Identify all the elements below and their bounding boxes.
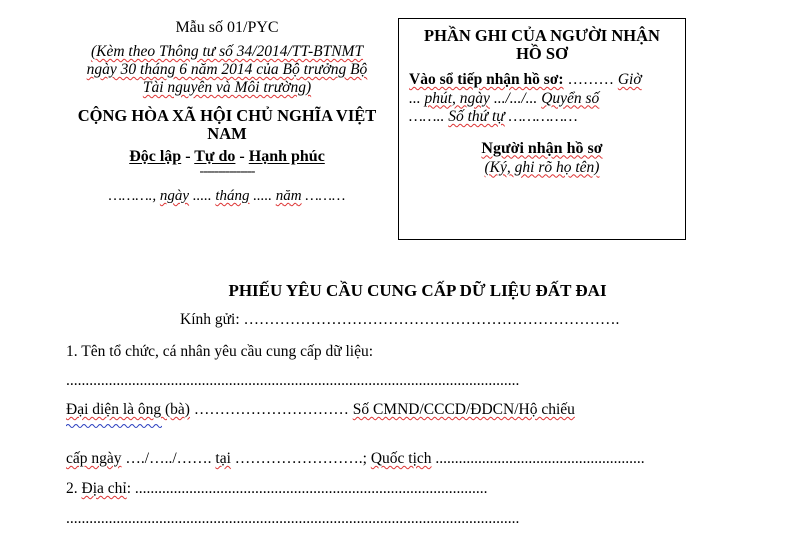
receipt-line-1: [409, 71, 675, 90]
motto-part-1: Độc lập: [129, 148, 182, 165]
addressee-label: Kính gửi:: [180, 311, 244, 328]
receipt-log-label: Vào sổ tiếp nhận hồ sơ:: [409, 71, 564, 88]
receipt-log-dots: ………: [563, 71, 618, 88]
requester-name-dots: .....................................................................................................................: [66, 372, 520, 389]
legal-basis-line-2: ngày 30 tháng 6 năm 2014 của Bộ trưởng Bộ: [86, 61, 368, 78]
form-title: PHIẾU YÊU CẦU CUNG CẤP DỮ LIỆU ĐẤT ĐAI: [228, 281, 607, 300]
issue-date-dots: …./…../…….: [121, 450, 216, 467]
spellcheck-squiggle: [66, 423, 162, 429]
representative-dots: …………………………: [189, 401, 353, 418]
receipt-box-title: [409, 27, 675, 63]
addressee-row: [180, 311, 619, 329]
receiver-signature-note: (Ký, ghi rõ họ tên): [484, 158, 600, 176]
legal-basis-line-1: (Kèm theo Thông tư số 34/2014/TT-BTNMT: [90, 43, 364, 60]
issue-place-dots: …………………….;: [230, 450, 371, 467]
addressee-dots: ……………………………………………………………….: [243, 311, 620, 328]
date-year-dots: ………: [301, 188, 346, 204]
date-month-label: tháng: [215, 188, 250, 204]
receipt-line-2: [409, 90, 675, 109]
receipt-box-title-line-2: HỒ SƠ: [516, 44, 568, 63]
receipt-book-label: Quyển số: [541, 89, 600, 107]
legal-basis-line-3: Tài nguyên và Môi trường): [142, 79, 312, 96]
address-number: 2.: [66, 480, 82, 497]
receipt-order-dots: ……………: [504, 108, 578, 125]
national-title: [62, 107, 392, 143]
receiver-label: Người nhận hồ sơ: [481, 139, 603, 157]
motto-separator-2: -: [235, 148, 249, 165]
date-day-label: ngày: [159, 188, 190, 204]
issue-date-label: cấp ngày: [66, 450, 122, 467]
date-month-dots: .....: [249, 188, 276, 204]
document-header: [62, 18, 392, 205]
receipt-box: [398, 18, 686, 240]
receipt-book-dots: ……..: [409, 108, 449, 125]
issue-place-label: tại: [215, 450, 231, 467]
receipt-date-dots: .../.../...: [489, 89, 542, 107]
receipt-hour-label: Giờ: [617, 71, 642, 88]
address-label: Địa chỉ: [81, 480, 127, 497]
receipt-hour-dots: ...: [409, 89, 425, 107]
legal-basis: [62, 43, 392, 97]
motto-part-2: Tự do: [194, 148, 236, 165]
date-place-dots: ……….,: [108, 188, 160, 204]
id-document-label: Số CMND/CCCD/ĐDCN/Hộ chiếu: [352, 401, 575, 418]
date-line: [62, 187, 392, 205]
nationality-label: Quốc tịch: [370, 450, 432, 467]
receipt-line-3: [409, 108, 675, 127]
national-title-line-1: CỘNG HÒA XÃ HỘI CHỦ NGHĨA VIỆT: [77, 106, 377, 125]
address-dots: : ...........................................................................................: [126, 480, 488, 497]
motto-separator-line: ---------------: [199, 164, 255, 179]
date-year-label: năm: [275, 188, 302, 204]
motto-separator-1: -: [181, 148, 195, 165]
date-day-dots: .....: [189, 188, 216, 204]
representative-row: [66, 401, 575, 419]
national-title-line-2: NAM: [207, 124, 247, 143]
form-code: Mẫu số 01/PYC: [175, 19, 279, 36]
motto-part-3: Hạnh phúc: [248, 148, 325, 165]
requester-name-label: 1. Tên tổ chức, cá nhân yêu cầu cung cấp dữ liệu:: [66, 343, 374, 360]
receipt-box-title-line-1: PHẦN GHI CỦA NGƯỜI NHẬN: [424, 26, 660, 45]
issue-row: [66, 450, 645, 468]
representative-label: Đại diện là ông (bà): [66, 401, 190, 418]
nationality-dots: ......................................................: [431, 450, 645, 467]
receipt-minute-date-label: phút, ngày: [424, 89, 490, 107]
address-dots-line: .....................................................................................................................: [66, 510, 520, 527]
receipt-order-label: Số thứ tự: [448, 108, 505, 125]
receipt-entry-lines: [409, 71, 675, 127]
address-row: [66, 480, 488, 498]
